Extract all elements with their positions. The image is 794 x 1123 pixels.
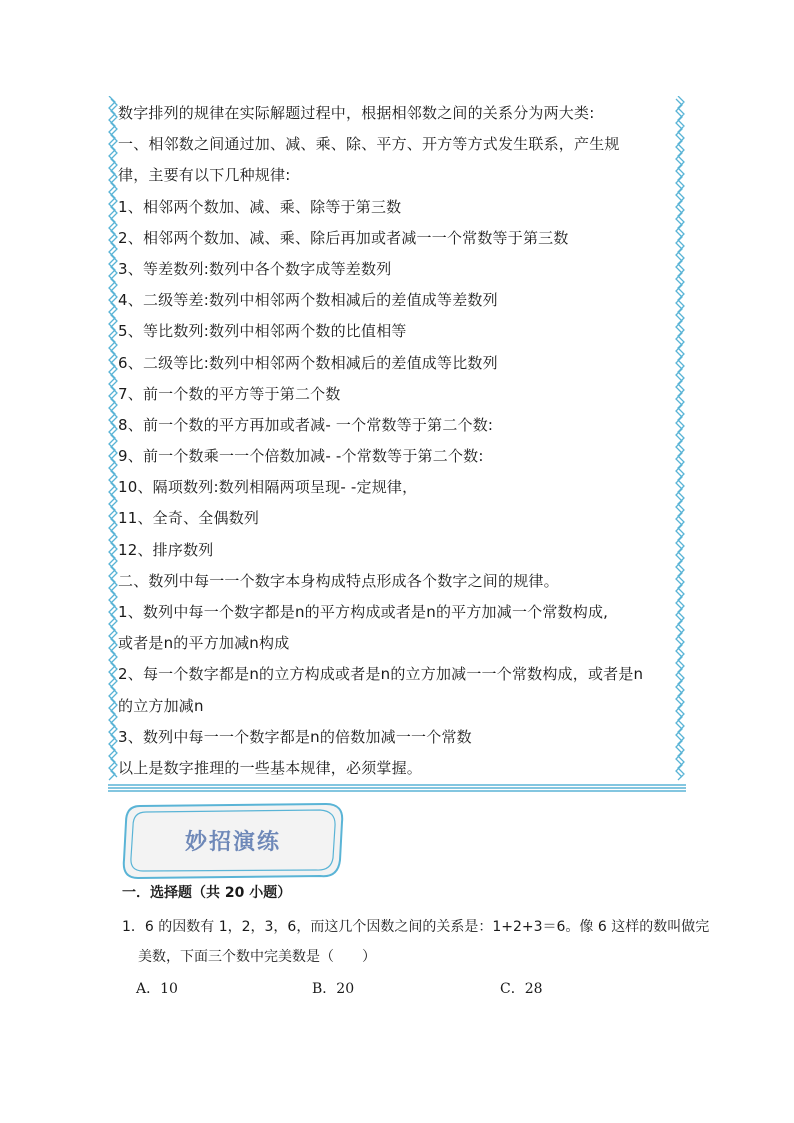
rule-line: 2、每一个数字都是n的立方构成或者是n的立方加减一一个常数构成，或者是n	[118, 665, 644, 684]
rule-line: 一、相邻数之间通过加、减、乘、除、平方、开方等方式发生联系，产生规	[118, 135, 620, 154]
rule-line: 的立方加减n	[118, 696, 204, 715]
question-1-line1: 1．6 的因数有 1，2，3，6，而这几个因数之间的关系是：1+2+3＝6。像 6 这样的数叫做完	[122, 919, 710, 935]
rule-line: 3、数列中每一一个数字都是n的倍数加减一一个常数	[118, 727, 472, 746]
option-b[interactable]: B．20	[312, 981, 355, 997]
rule-line: 二、数列中每一一个数字本身构成特点形成各个数字之间的规律。	[118, 571, 559, 590]
rule-line: 6、二级等比:数列中相邻两个数相减后的差值成等比数列	[118, 353, 498, 372]
bottom-divider	[108, 782, 686, 794]
rule-line: 5、等比数列:数列中相邻两个数的比值相等	[118, 322, 407, 341]
rule-line: 2、相邻两个数加、减、乘、除后再加或者减一一个常数等于第三数	[118, 228, 569, 247]
rule-line: 12、排序数列	[118, 540, 214, 559]
question-1-line2: 美数，下面三个数中完美数是（ ）	[138, 949, 376, 965]
rule-line: 以上是数字推理的一些基本规律，必须掌握。	[118, 758, 423, 777]
option-a[interactable]: A．10	[136, 981, 178, 997]
question-1-options	[136, 974, 676, 1004]
rule-line: 1、相邻两个数加、减、乘、除等于第三数	[118, 197, 402, 216]
rules-text	[118, 98, 678, 784]
rule-line: 11、全奇、全偶数列	[118, 509, 260, 528]
rule-line: 律，主要有以下几种规律:	[118, 166, 291, 185]
question-1	[122, 912, 710, 972]
rule-line: 8、前一个数的平方再加或者减- 一个常数等于第二个数:	[118, 415, 494, 434]
section-heading: 一．选择题（共 20 小题）	[122, 885, 292, 901]
rule-line: 1、数列中每一个数字都是n的平方构成或者是n的平方加减一个常数构成,	[118, 603, 609, 621]
rule-line: 4、二级等差:数列中相邻两个数相减后的差值成等差数列	[118, 291, 498, 310]
rule-line: 3、等差数列:数列中各个数字成等差数列	[118, 259, 392, 278]
rule-line: 7、前一个数的平方等于第二个数	[118, 384, 341, 403]
option-c[interactable]: C．28	[500, 981, 543, 997]
rule-line: 10、隔项数列:数列相隔两项呈现- -定规律，	[118, 478, 418, 497]
section-badge-title: 妙招演练	[184, 828, 281, 855]
rule-line: 数字排列的规律在实际解题过程中，根据相邻数之间的关系分为两大类:	[118, 104, 595, 122]
rules-box	[108, 96, 686, 782]
rule-line: 或者是n的平方加减n构成	[118, 634, 290, 653]
rule-line: 9、前一个数乘一一个倍数加减- -个常数等于第二个数:	[118, 447, 484, 466]
